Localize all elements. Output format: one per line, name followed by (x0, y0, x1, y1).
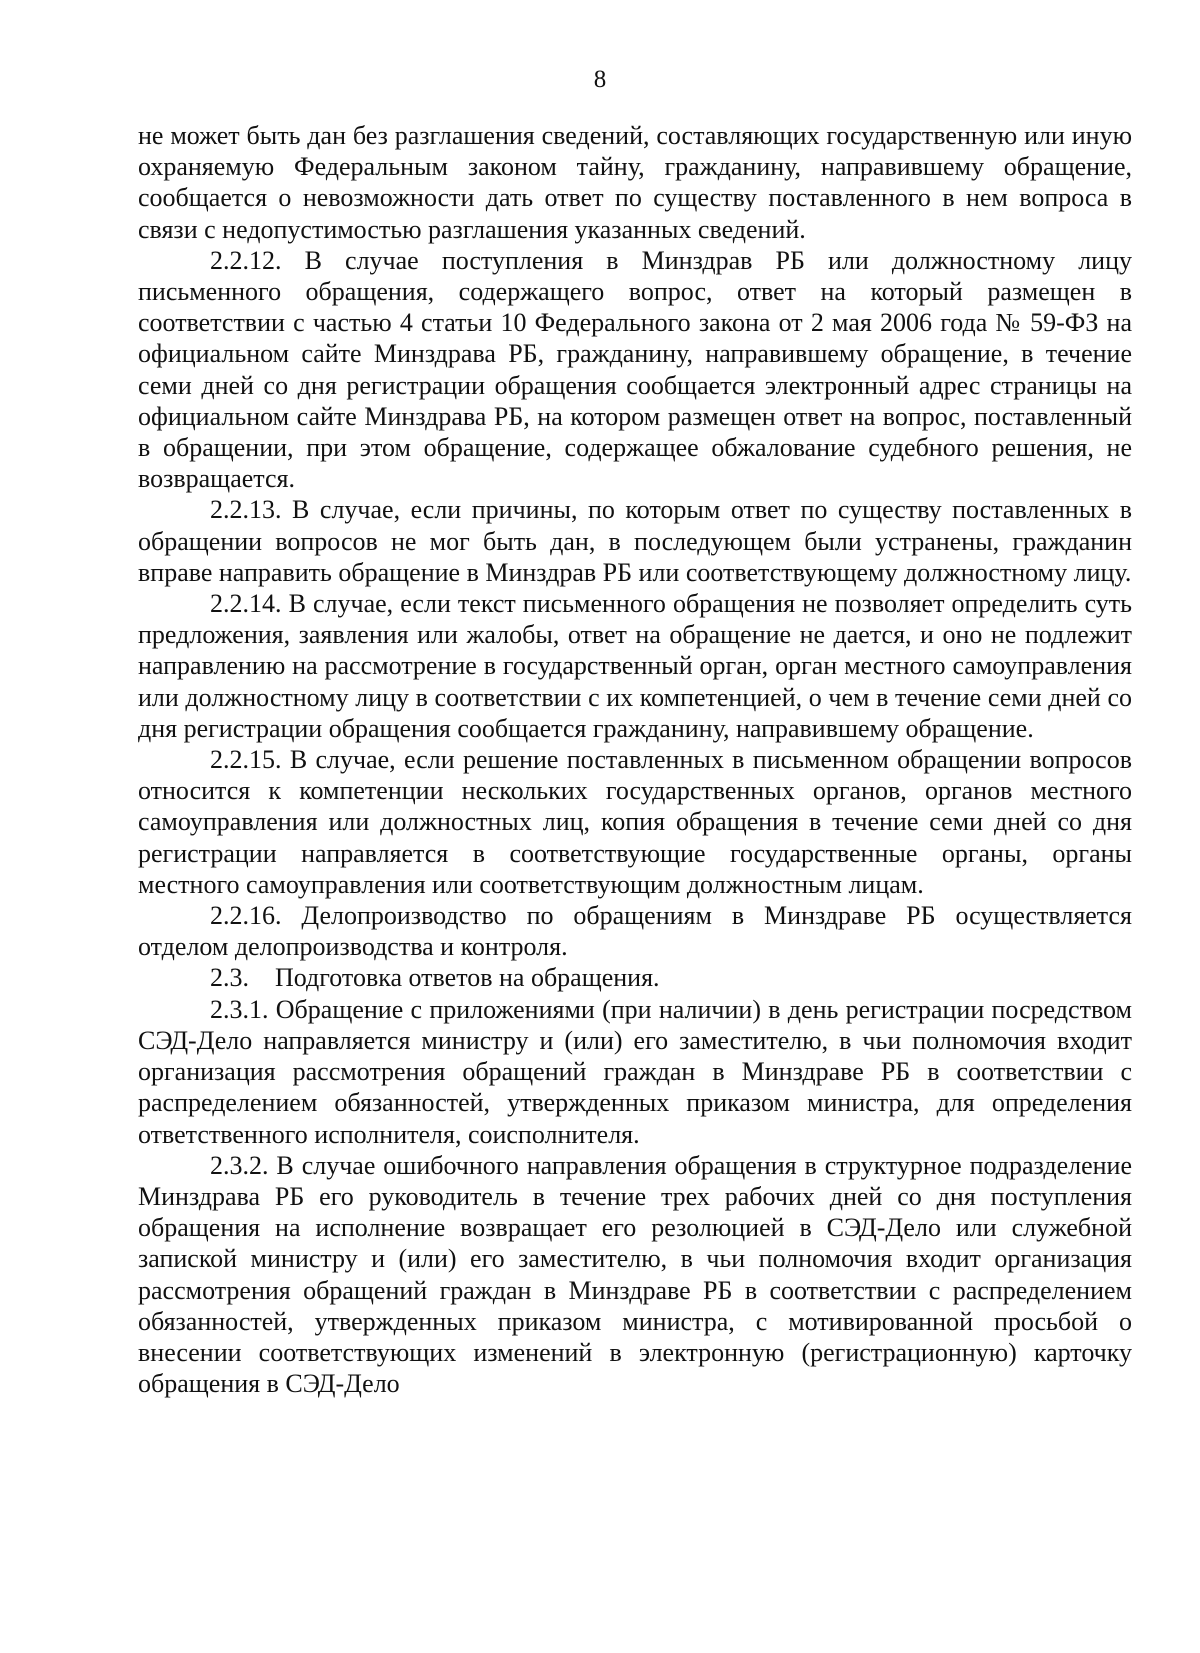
paragraph-2-2-12: 2.2.12. В случае поступления в Минздрав РБ или должностному лицу письменного обращения, содержащего вопрос, ответ на который размещен в соответствии с частью 4 статьи 10 Федерального закона от 2 мая 2006 года № 59-ФЗ на официальном сайте Минздрава РБ, гражданину, направившему обращение, в течение семи дней со дня регистрации обращения сообщается электронный адрес страницы на официальном сайте Минздрава РБ, на котором размещен ответ на вопрос, поставленный в обращении, при этом обращение, содержащее обжалование судебного решения, не возвращается. (138, 245, 1132, 494)
page-number: 8 (593, 66, 607, 93)
paragraph-2-2-16: 2.2.16. Делопроизводство по обращениям в Минздраве РБ осуществляется отделом делопроизводства и контроля. (138, 901, 1132, 962)
document-body (138, 120, 1132, 1399)
paragraph-2-3-1: 2.3.1. Обращение с приложениями (при наличии) в день регистрации посредством СЭД-Дело направляется министру и (или) его заместителю, в чьи полномочия входит организация рассмотрения обращений граждан в Минздраве РБ в соответствии с распределением обязанностей, утвержденных приказом министра, для определения ответственного исполнителя, соисполнителя. (138, 994, 1132, 1149)
paragraph-2-2-13: 2.2.13. В случае, если причины, по которым ответ по существу поставленных в обращении вопросов не мог быть дан, в последующем были устранены, гражданин вправе направить обращение в Минздрав РБ или соответствующему должностному лицу. (138, 495, 1132, 587)
paragraph-2-2-14: 2.2.14. В случае, если текст письменного обращения не позволяет определить суть предложения, заявления или жалобы, ответ на обращение не дается, и оно не подлежит направлению на рассмотрение в государственный орган, орган местного самоуправления или должностному лицу в соответствии с их компетенцией, о чем в течение семи дней со дня регистрации обращения сообщается гражданину, направившему обращение. (138, 589, 1132, 743)
section-heading-2-3: 2.3. Подготовка ответов на обращения. (210, 963, 660, 993)
paragraph-2-3-2: 2.3.2. В случае ошибочного направления обращения в структурное подразделение Минздрава РБ его руководитель в течение трех рабочих дней со дня поступления обращения на исполнение возвращает его резолюцией в СЭД-Дело или служебной запиской министру и (или) его заместителю, в чьи полномочия входит организация рассмотрения обращений граждан в Минздраве РБ в соответствии с распределением обязанностей, утвержденных приказом министра, с мотивированной просьбой о внесении соответствующих изменений в электронную (регистрационную) карточку обращения в СЭД-Дело (138, 1150, 1132, 1399)
paragraph-2-2-15: 2.2.15. В случае, если решение поставленных в письменном обращении вопросов относится к компетенции нескольких государственных органов, органов местного самоуправления или должностных лиц, копия обращения в течение семи дней со дня регистрации направляется в соответствующие государственные органы, органы местного самоуправления или соответствующим должностным лицам. (138, 745, 1132, 899)
paragraph-continuation: не может быть дан без разглашения сведений, составляющих государственную или иную охраняемую Федеральным законом тайну, гражданину, направившему обращение, сообщается о невозможности дать ответ по существу поставленного в нем вопроса в связи с недопустимостью разглашения указанных сведений. (138, 121, 1132, 244)
